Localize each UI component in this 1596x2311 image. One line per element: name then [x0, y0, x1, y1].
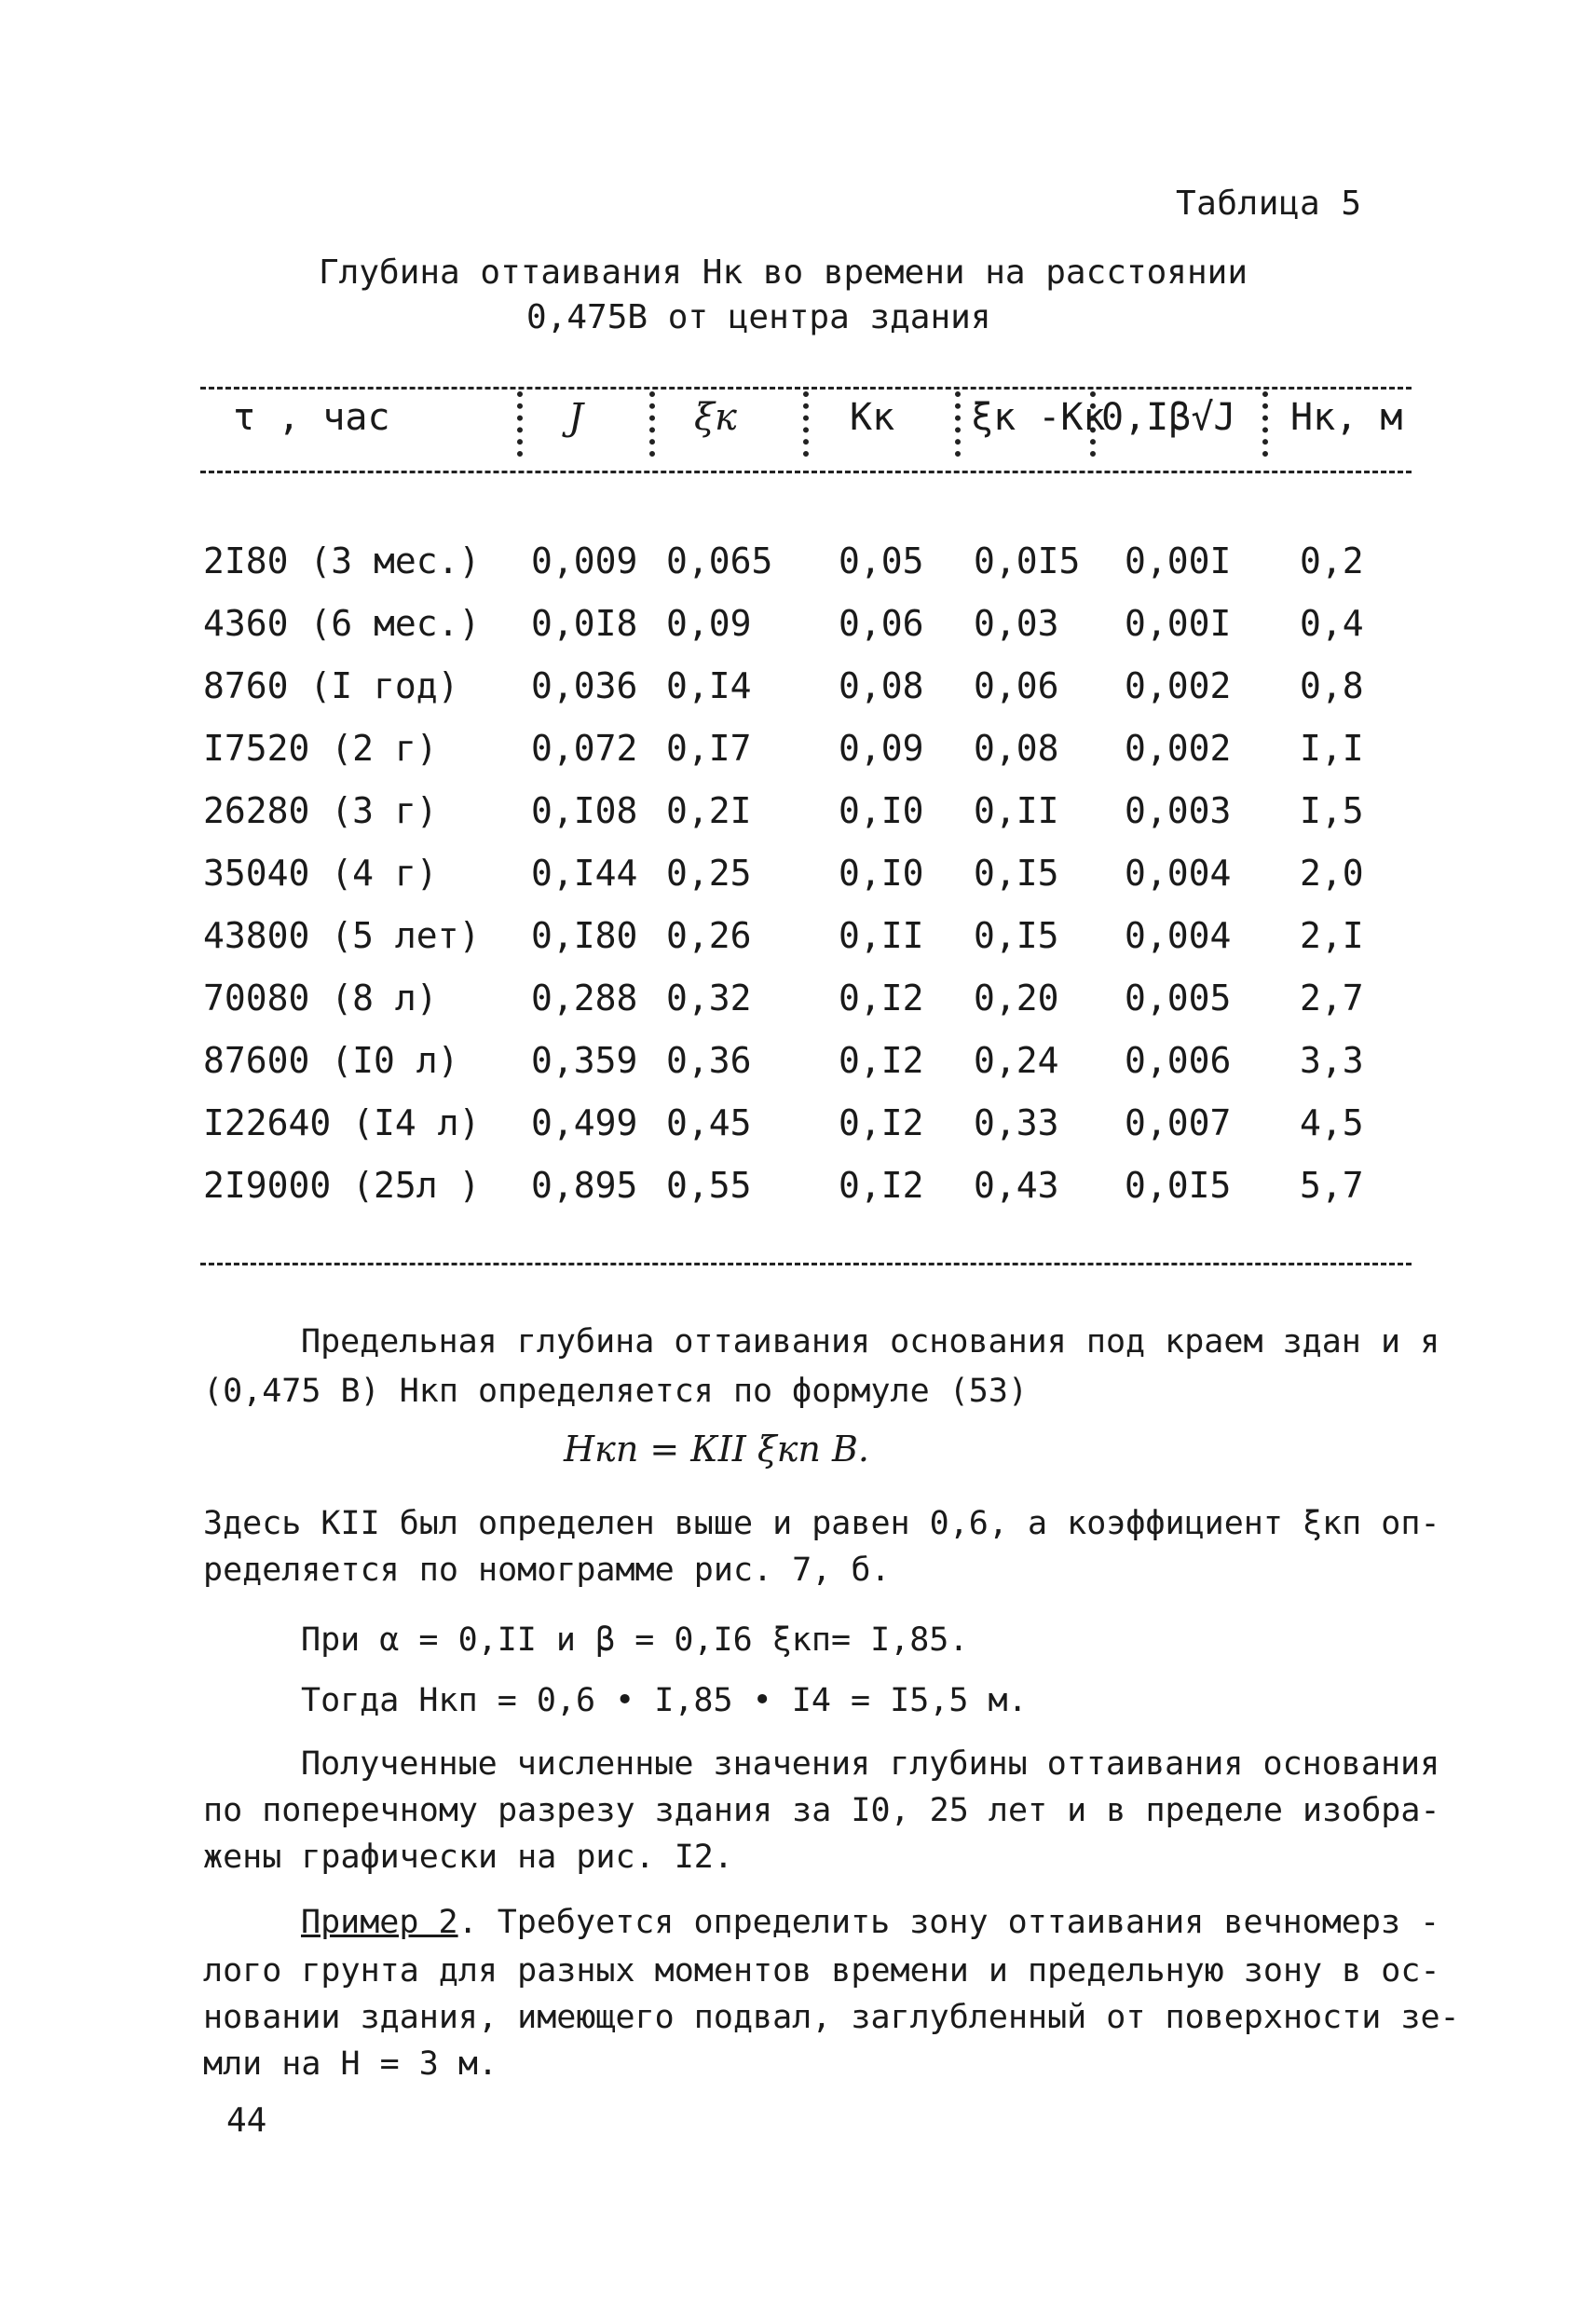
table-row	[0, 1165, 1596, 1221]
table-cell: 0,006	[1125, 1040, 1232, 1081]
table-cell: 0,072	[531, 728, 638, 769]
table-cell: 0,II	[839, 915, 924, 956]
table-cell: 0,03	[974, 603, 1059, 644]
table-cell: 0,09	[666, 603, 752, 644]
col-header-time: τ , час	[233, 396, 390, 439]
example-2-label: Пример 2	[301, 1904, 458, 1941]
table-cell: 87600 (I0 л)	[203, 1040, 459, 1081]
table-cell: 0,4	[1300, 603, 1364, 644]
col-separator	[1262, 391, 1274, 457]
col-separator	[1090, 391, 1101, 457]
table-cell: 0,I2	[839, 978, 924, 1019]
table-cell: 35040 (4 г)	[203, 853, 438, 894]
table-cell: 43800 (5 лет)	[203, 915, 481, 956]
table-row	[0, 790, 1596, 846]
table-cell: 0,36	[666, 1040, 752, 1081]
table-cell: 0,0I5	[1125, 1165, 1232, 1206]
table-row	[0, 1102, 1596, 1158]
table-cell: 0,I2	[839, 1102, 924, 1143]
table-cell: 0,II	[974, 790, 1059, 831]
table-cell: 0,24	[974, 1040, 1059, 1081]
table-cell: 0,09	[839, 728, 924, 769]
table-cell: 0,00I	[1125, 603, 1232, 644]
example-2-line-1-text: . Требуется определить зону оттаивания вечномерз -	[457, 1904, 1440, 1941]
table-cell: 0,I5	[974, 853, 1059, 894]
table-label: Таблица 5	[1176, 185, 1362, 223]
table-cell: 0,45	[666, 1102, 752, 1143]
table-cell: 2I9000 (25л )	[203, 1165, 481, 1206]
table-cell: 0,2I	[666, 790, 752, 831]
table-cell: 0,I2	[839, 1165, 924, 1206]
table-cell: 0,00I	[1125, 540, 1232, 581]
table-cell: 0,43	[974, 1165, 1059, 1206]
table-cell: 0,8	[1300, 665, 1364, 706]
table-cell: 0,08	[839, 665, 924, 706]
table-cell: 0,32	[666, 978, 752, 1019]
table-cell: 0,004	[1125, 915, 1232, 956]
table-row	[0, 1040, 1596, 1096]
table-cell: I,I	[1300, 728, 1364, 769]
table-cell: 4360 (6 мес.)	[203, 603, 481, 644]
table-cell: I7520 (2 г)	[203, 728, 438, 769]
table-top-rule	[200, 387, 1412, 390]
table-cell: 0,288	[531, 978, 638, 1019]
table-cell: 0,06	[974, 665, 1059, 706]
paragraph-3-line-3: жены графически на рис. I2.	[203, 1839, 733, 1876]
table-cell: 0,I0	[839, 853, 924, 894]
table-cell: 26280 (3 г)	[203, 790, 438, 831]
table-title-line2: 0,475В от центра здания	[526, 298, 991, 336]
table-cell: 4,5	[1300, 1102, 1364, 1143]
table-cell: 2,7	[1300, 978, 1364, 1019]
col-separator	[649, 391, 661, 457]
table-cell: 0,I08	[531, 790, 638, 831]
table-cell: 2,0	[1300, 853, 1364, 894]
calculation-line-1: При α = 0,II и β = 0,I6 ξкп= I,85.	[301, 1621, 969, 1659]
table-cell: 0,005	[1125, 978, 1232, 1019]
table-cell: 0,499	[531, 1102, 638, 1143]
example-2-line-1	[301, 1899, 1439, 1946]
table-row	[0, 540, 1596, 596]
example-2-line-3: новании здания, имеющего подвал, заглубленный от поверхности зе-	[203, 1999, 1460, 2036]
table-cell: 0,009	[531, 540, 638, 581]
table-cell: 2,I	[1300, 915, 1364, 956]
col-header-xi-text: ξк	[694, 396, 737, 439]
table-cell: 0,I4	[666, 665, 752, 706]
table-cell: 0,25	[666, 853, 752, 894]
table-cell: 0,002	[1125, 728, 1232, 769]
table-bottom-rule	[200, 1263, 1412, 1265]
table-cell: 0,26	[666, 915, 752, 956]
paragraph-1-line-1: Предельная глубина оттаивания основания под краем здан и я	[301, 1323, 1440, 1361]
table-cell: 5,7	[1300, 1165, 1364, 1206]
table-cell: 0,0I8	[531, 603, 638, 644]
col-separator	[803, 391, 814, 457]
table-cell: 0,06	[839, 603, 924, 644]
table-row	[0, 978, 1596, 1033]
table-cell: 0,007	[1125, 1102, 1232, 1143]
table-header-rule	[200, 471, 1412, 473]
col-header-j	[568, 396, 583, 439]
example-2-line-2: лого грунта для разных моментов времени и предельную зону в ос-	[203, 1952, 1440, 1990]
table-cell: 0,895	[531, 1165, 638, 1206]
table-cell: 0,55	[666, 1165, 752, 1206]
table-row	[0, 728, 1596, 784]
table-cell: 0,002	[1125, 665, 1232, 706]
paragraph-3-line-2: по поперечному разрезу здания за I0, 25 лет и в пределе изобра-	[203, 1792, 1440, 1829]
table-cell: 0,08	[974, 728, 1059, 769]
example-2-line-4: мли на Н = 3 м.	[203, 2045, 498, 2083]
formula-53: Нкп = КII ξкп В.	[564, 1429, 869, 1470]
col-header-xi-minus-kk: ξк -Кк	[971, 396, 1106, 439]
table-cell: I22640 (I4 л)	[203, 1102, 481, 1143]
table-cell: 0,003	[1125, 790, 1232, 831]
table-cell: 0,I5	[974, 915, 1059, 956]
table-cell: 0,I80	[531, 915, 638, 956]
table-row	[0, 603, 1596, 659]
col-header-hk: Нк, м	[1290, 396, 1403, 439]
table-cell: I,5	[1300, 790, 1364, 831]
col-header-j-text: J	[568, 396, 584, 439]
table-cell: 0,004	[1125, 853, 1232, 894]
table-cell: 0,I0	[839, 790, 924, 831]
col-header-beta-sqrt-j: 0,Iβ√J	[1101, 396, 1236, 439]
table-cell: 0,I44	[531, 853, 638, 894]
col-separator	[517, 391, 528, 457]
table-cell: 0,359	[531, 1040, 638, 1081]
table-row	[0, 853, 1596, 909]
col-header-xi	[694, 396, 737, 439]
table-title-line1: Глубина оттаивания Нк во времени на расстоянии	[319, 253, 1248, 292]
table-row	[0, 915, 1596, 971]
table-row	[0, 665, 1596, 721]
col-separator	[955, 391, 966, 457]
paragraph-1-line-2: (0,475 В) Нкп определяется по формуле (53)	[203, 1373, 1029, 1410]
table-cell: 0,33	[974, 1102, 1059, 1143]
table-cell: 0,I7	[666, 728, 752, 769]
table-cell: 0,036	[531, 665, 638, 706]
table-cell: 0,065	[666, 540, 773, 581]
table-cell: 0,I2	[839, 1040, 924, 1081]
col-header-kk: Кк	[850, 396, 895, 439]
table-cell: 0,2	[1300, 540, 1364, 581]
table-cell: 0,05	[839, 540, 924, 581]
page-number: 44	[226, 2101, 267, 2140]
table-cell: 3,3	[1300, 1040, 1364, 1081]
table-cell: 70080 (8 л)	[203, 978, 438, 1019]
paragraph-2-line-2: ределяется по номограмме рис. 7, б.	[203, 1552, 891, 1589]
table-cell: 0,0I5	[974, 540, 1081, 581]
paragraph-2-line-1: Здесь КII был определен выше и равен 0,6, а коэффициент ξкп оп-	[203, 1505, 1440, 1542]
table-cell: 2I80 (3 мес.)	[203, 540, 481, 581]
calculation-line-2: Тогда Нкп = 0,6 • I,85 • I4 = I5,5 м.	[301, 1682, 1028, 1719]
table-cell: 0,20	[974, 978, 1059, 1019]
table-cell: 8760 (I год)	[203, 665, 459, 706]
paragraph-3-line-1: Полученные численные значения глубины оттаивания основания	[301, 1745, 1440, 1783]
